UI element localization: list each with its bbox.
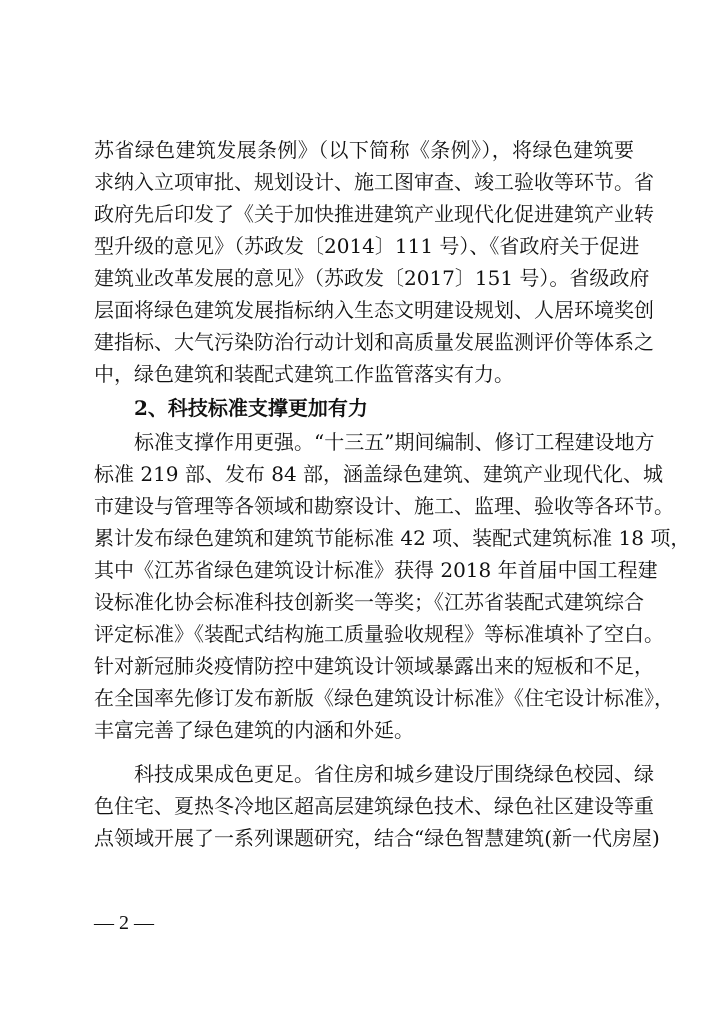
section-heading: 2、科技标准支撑更加有力 (134, 396, 368, 420)
text-line: 苏省绿色建筑发展条例》（以下简称《条例》），将绿色建筑要 (94, 138, 634, 162)
text-line: 建筑业改革发展的意见》（苏政发〔2017〕151 号）。省级政府 (94, 266, 650, 290)
text-line: 中，绿色建筑和装配式建筑工作监管落实有力。 (94, 362, 514, 386)
text-line: 累计发布绿色建筑和建筑节能标准 42 项、装配式建筑标准 18 项， (94, 526, 691, 550)
text-line: 型升级的意见》（苏政发〔2014〕111 号）、《省政府关于促进 (94, 234, 640, 258)
page-number: — 2 — (94, 912, 154, 934)
text-line: 评定标准》《装配式结构施工质量验收规程》等标准填补了空白。 (94, 622, 664, 646)
text-line: 政府先后印发了《关于加快推进建筑产业现代化促进建筑产业转 (94, 202, 654, 226)
text-line: 其中《江苏省绿色建筑设计标准》获得 2018 年首届中国工程建 (94, 558, 658, 582)
text-line: 科技成果成色更足。省住房和城乡建设厅围绕绿色校园、绿 (134, 762, 654, 786)
text-line: 建指标、大气污染防治行动计划和高质量发展监测评价等体系之 (94, 330, 654, 354)
text-line: 点领域开展了一系列课题研究，结合“绿色智慧建筑(新一代房屋) (94, 826, 660, 850)
text-line: 在全国率先修订发布新版《绿色建筑设计标准》《住宅设计标准》， (94, 686, 674, 710)
text-line: 标准 219 部、发布 84 部，涵盖绿色建筑、建筑产业现代化、城 (94, 462, 664, 486)
text-line: 求纳入立项审批、规划设计、施工图审查、竣工验收等环节。省 (94, 170, 654, 194)
text-line: 层面将绿色建筑发展指标纳入生态文明建设规划、人居环境奖创 (94, 298, 654, 322)
text-line: 色住宅、夏热冬冷地区超高层建筑绿色技术、绿色社区建设等重 (94, 794, 654, 818)
text-line: 丰富完善了绿色建筑的内涵和外延。 (94, 718, 414, 742)
text-line: 设标准化协会标准科技创新奖一等奖；《江苏省装配式建筑综合 (94, 590, 644, 614)
text-line: 标准支撑作用更强。“十三五”期间编制、修订工程建设地方 (134, 430, 655, 454)
text-line: 针对新冠肺炎疫情防控中建筑设计领域暴露出来的短板和不足， (94, 654, 654, 678)
text-line: 市建设与管理等各领域和勘察设计、施工、监理、验收等各环节。 (94, 494, 674, 518)
